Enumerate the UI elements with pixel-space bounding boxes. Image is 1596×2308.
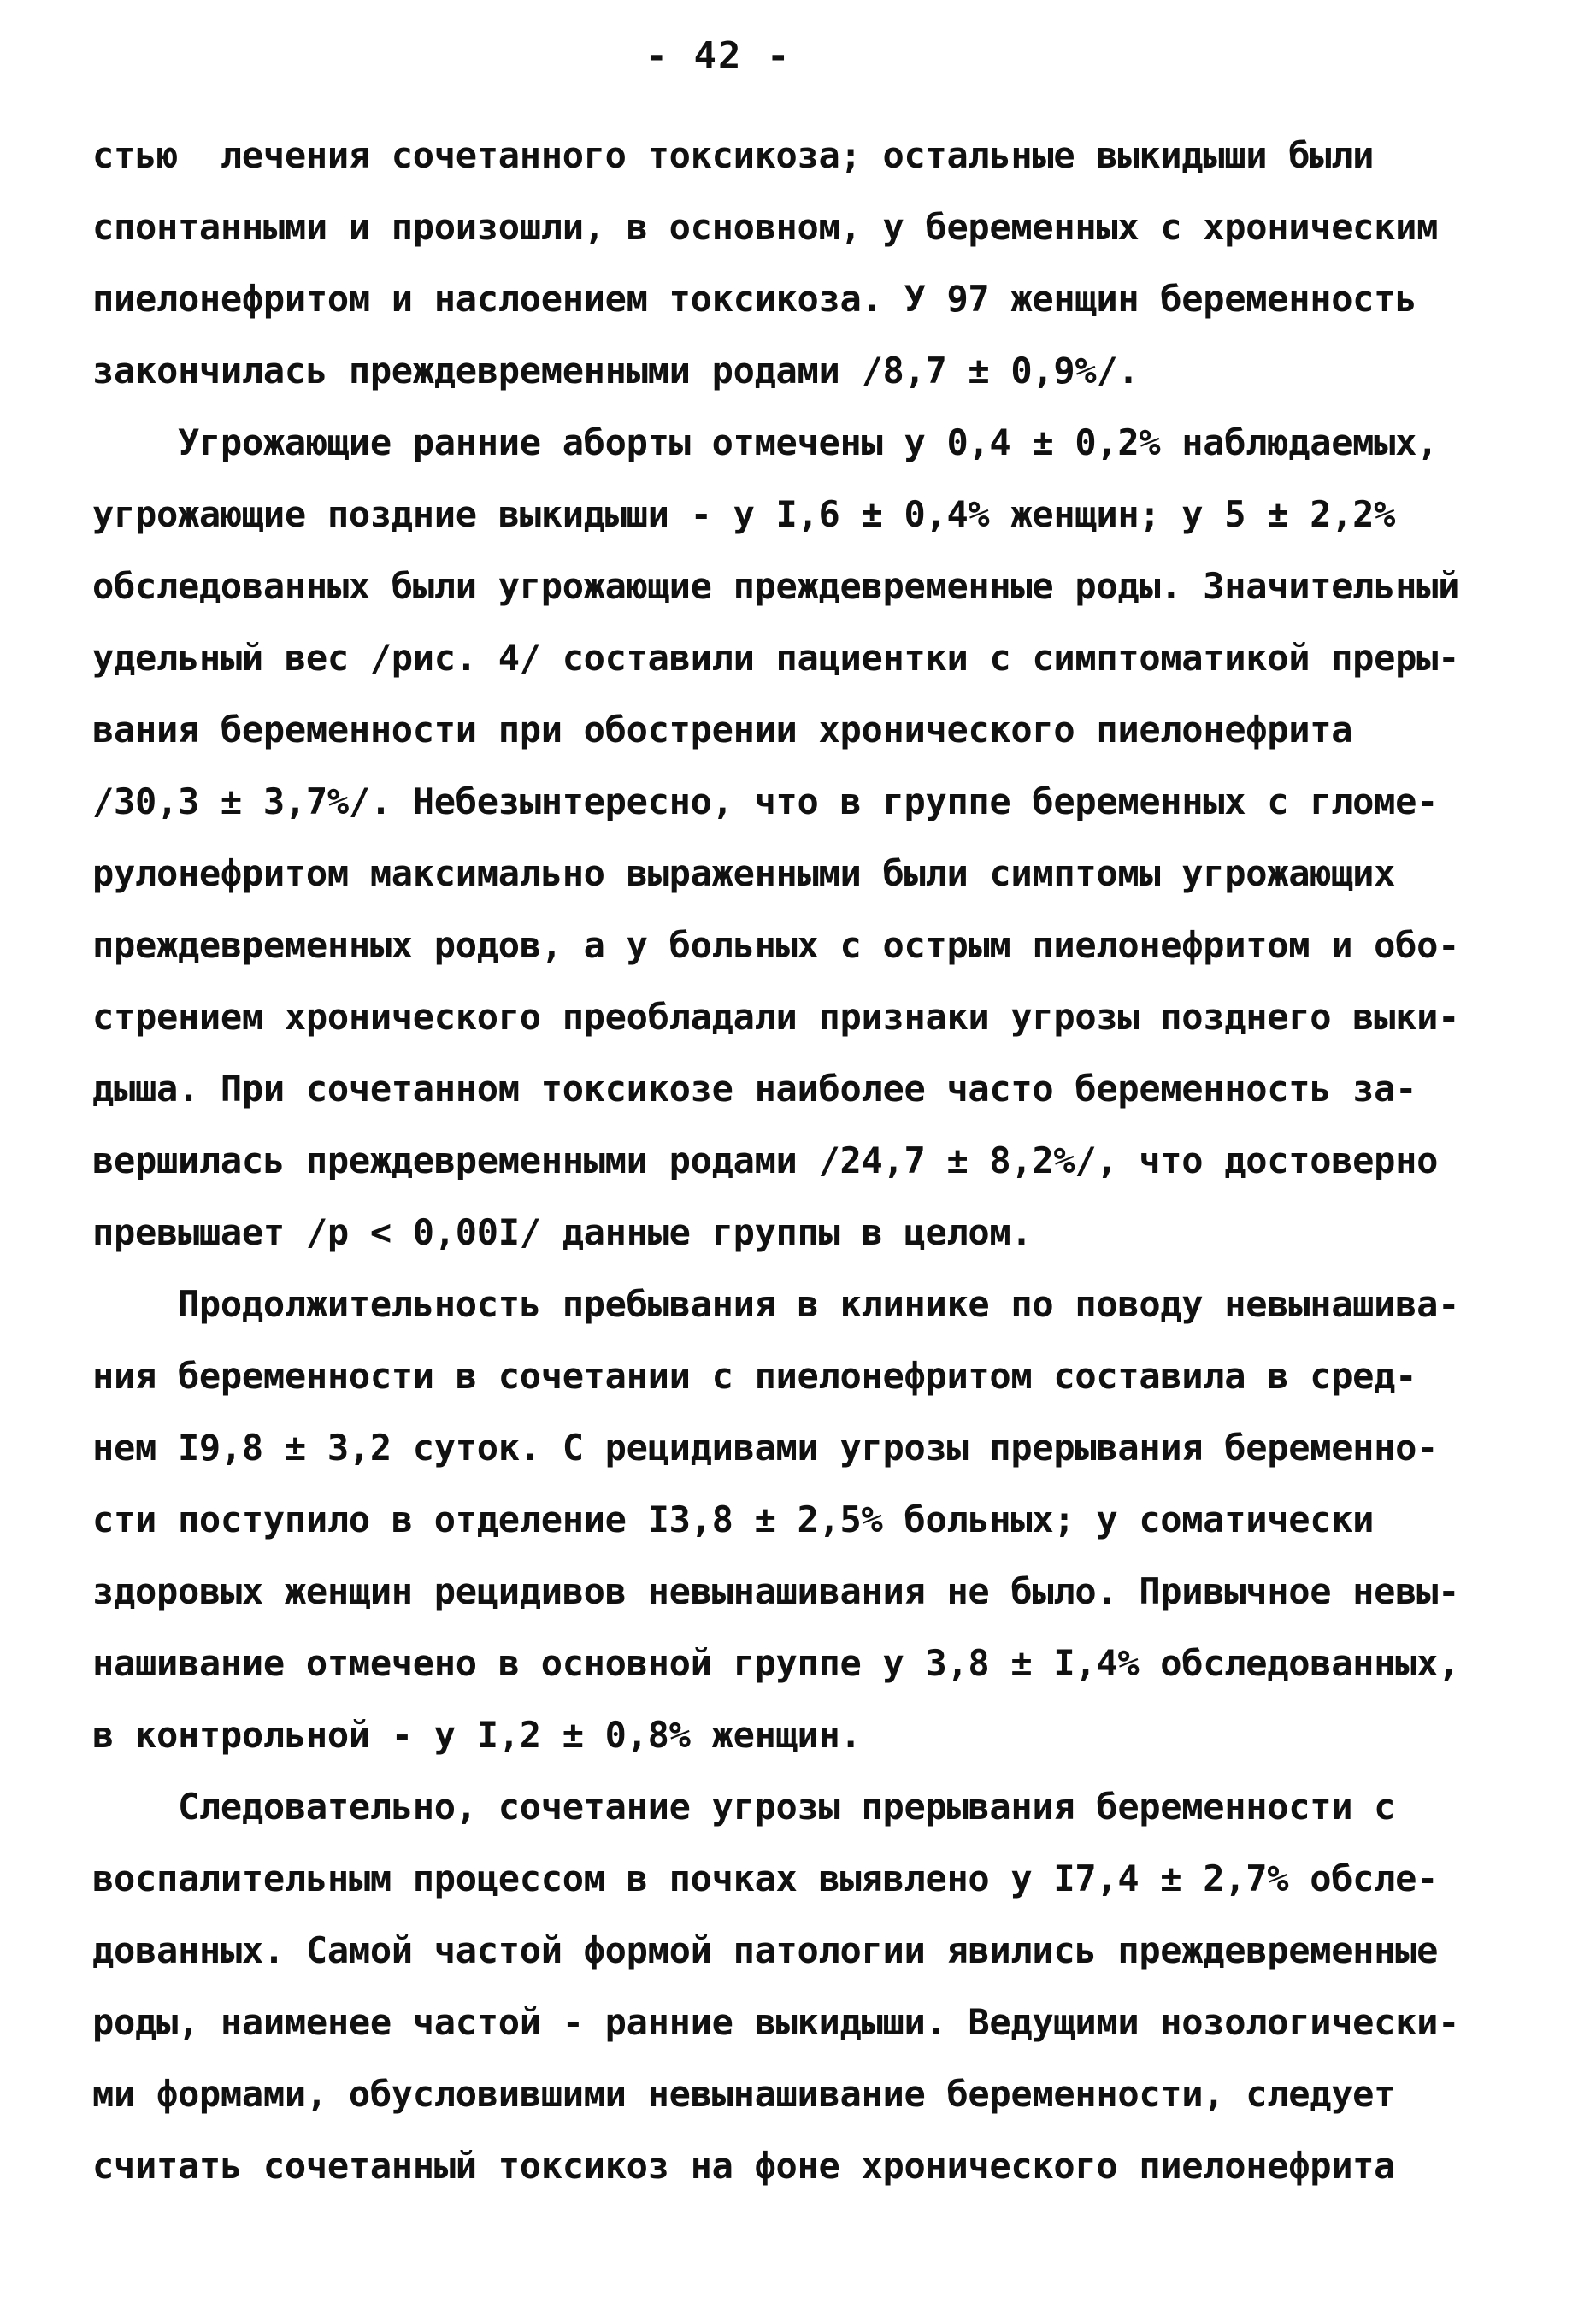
paragraph bbox=[92, 407, 1528, 1269]
text-line: угрожающие поздние выкидыши - у I,6 ± 0,4% женщин; у 5 ± 2,2% bbox=[92, 493, 1396, 535]
text-line: рулонефритом максимально выраженными были симптомы угрожающих bbox=[92, 852, 1396, 894]
text-line: стью лечения сочетанного токсикоза; остальные выкидыши были bbox=[92, 134, 1375, 176]
text-line: ния беременности в сочетании с пиелонефритом составила в сред- bbox=[92, 1355, 1417, 1397]
text-line: роды, наименее частой - ранние выкидыши. Ведущими нозологически- bbox=[92, 2001, 1460, 2043]
text-line: превышает /р < 0,00I/ данные группы в целом. bbox=[92, 1211, 1033, 1253]
text-line: нем I9,8 ± 3,2 суток. С рецидивами угрозы прерывания беременно- bbox=[92, 1427, 1439, 1469]
page-number: - 42 - bbox=[645, 34, 792, 78]
text-line: в контрольной - у I,2 ± 0,8% женщин. bbox=[92, 1714, 862, 1756]
text-line: дыша. При сочетанном токсикозе наиболее часто беременность за- bbox=[92, 1068, 1417, 1110]
text-line: пиелонефритом и наслоением токсикоза. У 97 женщин беременность bbox=[92, 278, 1417, 320]
text-line: считать сочетанный токсикоз на фоне хронического пиелонефрита bbox=[92, 2145, 1396, 2187]
text-line: вершилась преждевременными родами /24,7 ± 8,2%/, что достоверно bbox=[92, 1139, 1439, 1181]
text-line: удельный вес /рис. 4/ составили пациентки с симптоматикой преры- bbox=[92, 637, 1460, 679]
text-line: обследованных были угрожающие преждевременные роды. Значительный bbox=[92, 565, 1460, 607]
text-line: сти поступило в отделение I3,8 ± 2,5% больных; у соматически bbox=[92, 1498, 1375, 1540]
text-line: здоровых женщин рецидивов невынашивания не было. Привычное невы- bbox=[92, 1570, 1460, 1612]
text-line: Угрожающие ранние аборты отмечены у 0,4 ± 0,2% наблюдаемых, bbox=[92, 421, 1439, 463]
text-line: спонтанными и произошли, в основном, у беременных с хроническим bbox=[92, 206, 1439, 248]
paragraph bbox=[92, 1269, 1528, 1771]
text-line: воспалительным процессом в почках выявлено у I7,4 ± 2,7% обсле- bbox=[92, 1858, 1439, 1899]
text-line: дованных. Самой частой формой патологии явились преждевременные bbox=[92, 1929, 1439, 1971]
text-line: ми формами, обусловившими невынашивание беременности, следует bbox=[92, 2073, 1396, 2115]
body-text bbox=[92, 120, 1528, 2202]
text-line: нашивание отмечено в основной группе у 3,8 ± I,4% обследованных, bbox=[92, 1642, 1460, 1684]
text-line: Продолжительность пребывания в клинике по поводу невынашива- bbox=[92, 1283, 1460, 1325]
paragraph bbox=[92, 120, 1528, 407]
text-line: /30,3 ± 3,7%/. Небезынтересно, что в группе беременных с гломе- bbox=[92, 780, 1439, 822]
text-line: закончилась преждевременными родами /8,7 ± 0,9%/. bbox=[92, 350, 1140, 392]
text-line: стрением хронического преобладали признаки угрозы позднего выки- bbox=[92, 996, 1460, 1038]
text-line: Следовательно, сочетание угрозы прерывания беременности с bbox=[92, 1786, 1396, 1828]
text-line: преждевременных родов, а у больных с острым пиелонефритом и обо- bbox=[92, 924, 1460, 966]
paragraph bbox=[92, 1771, 1528, 2202]
text-line: вания беременности при обострении хронического пиелонефрита bbox=[92, 709, 1353, 751]
